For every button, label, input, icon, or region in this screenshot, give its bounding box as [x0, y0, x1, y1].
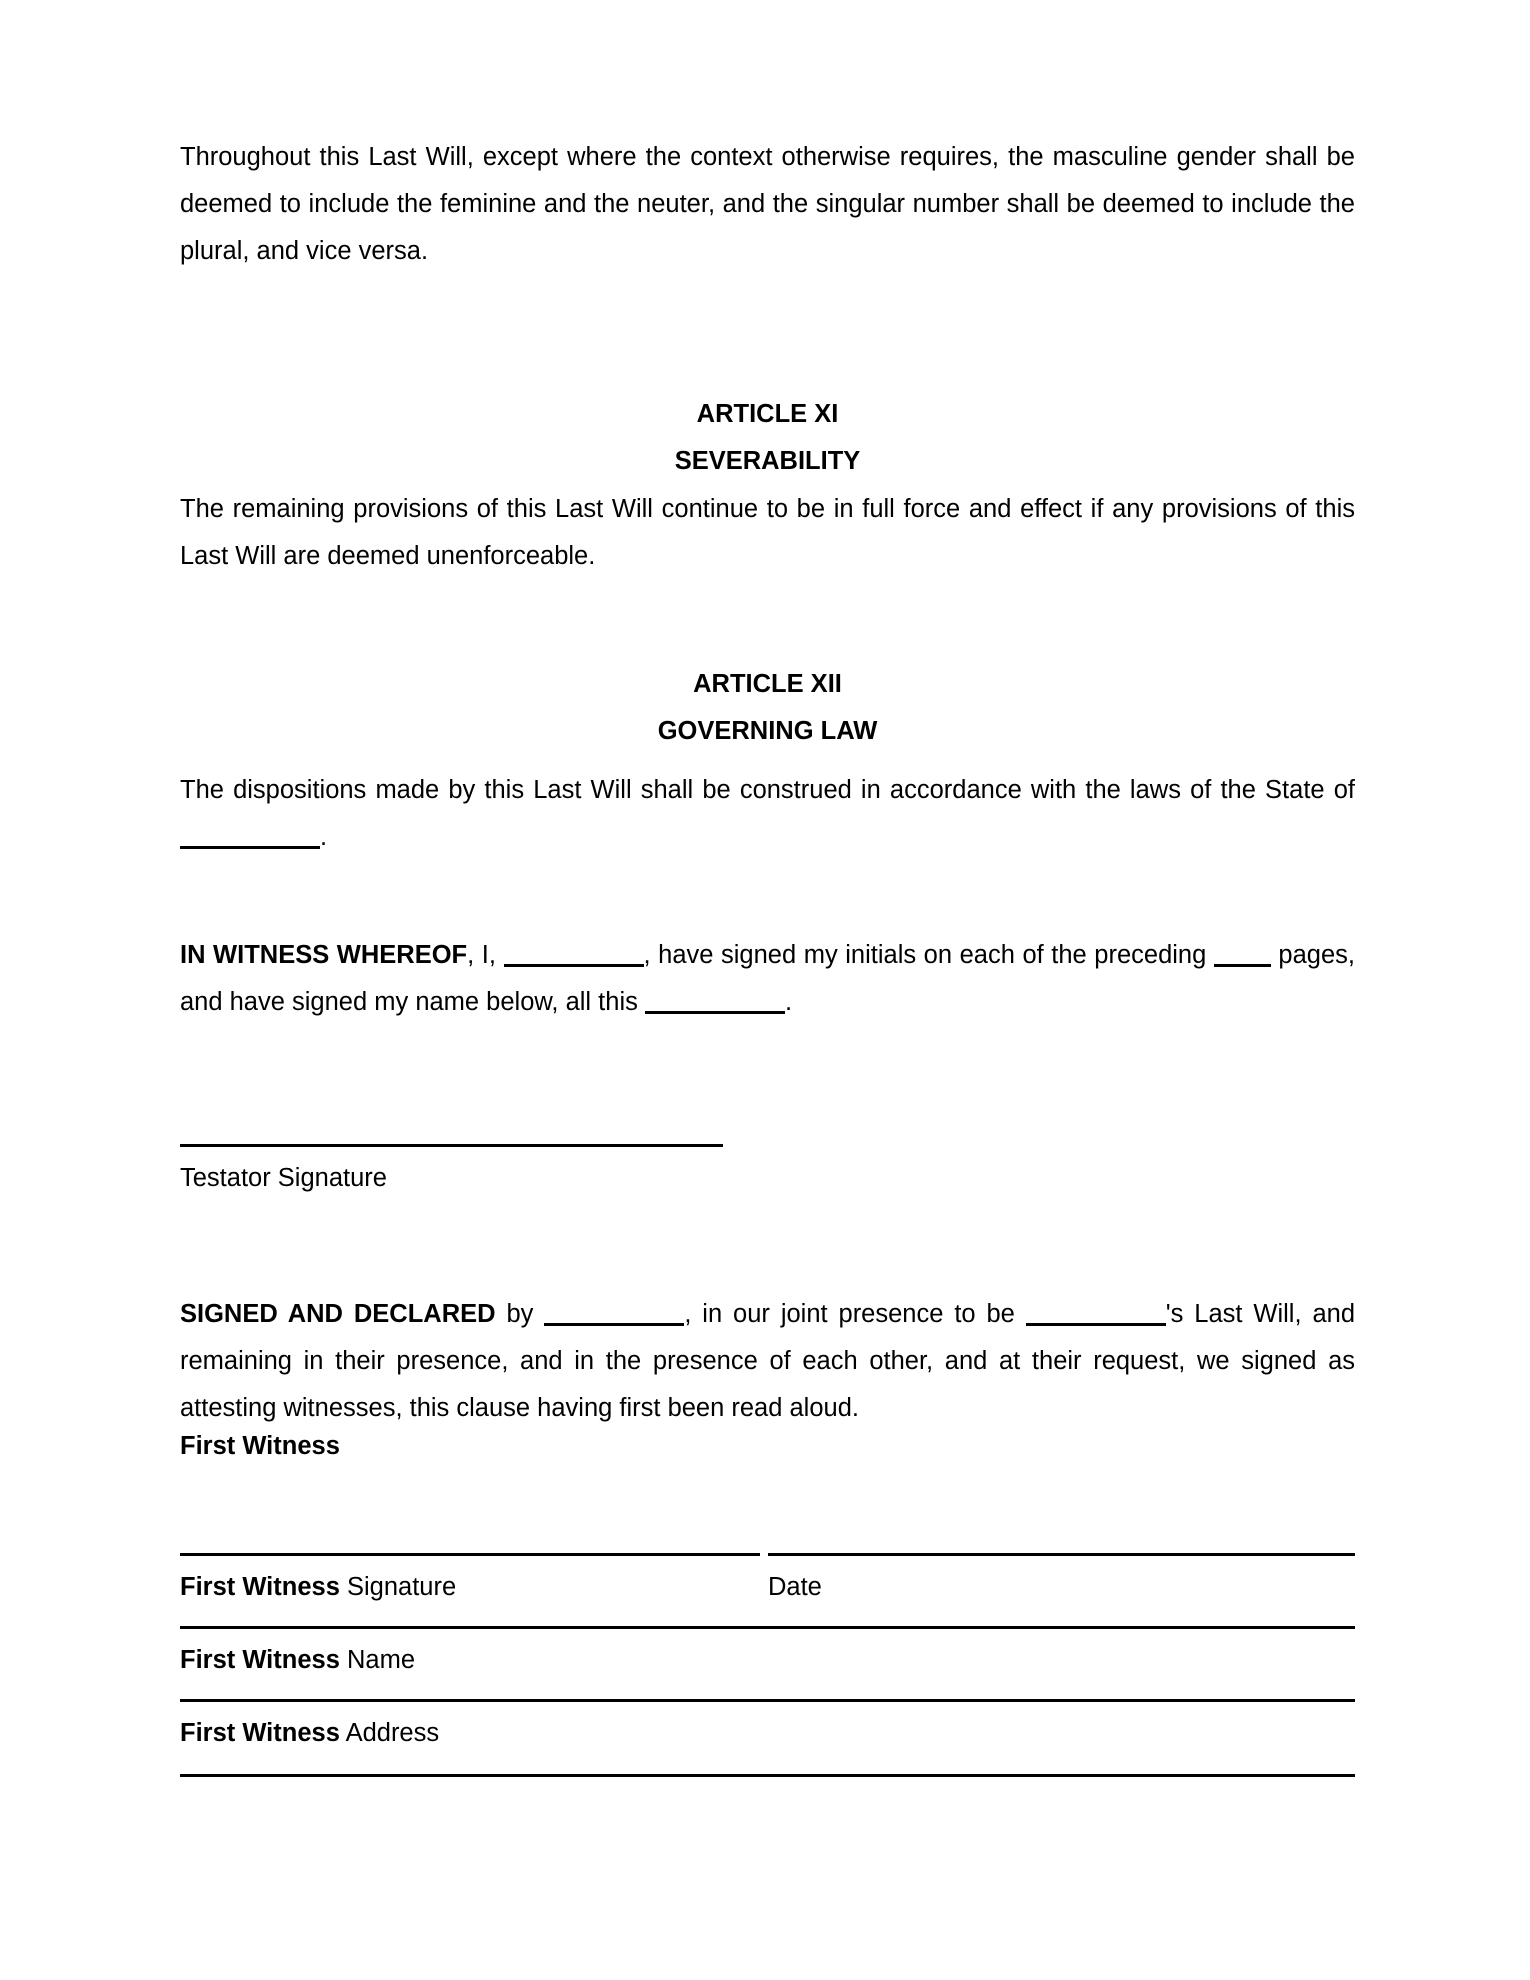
attestation-text-2: , in our joint presence to be: [684, 1300, 1026, 1328]
first-witness-signature-line: [180, 1553, 760, 1611]
first-witness-address-label-rest: Address: [339, 1719, 440, 1747]
pages-count-blank-line: [1214, 950, 1271, 967]
attestation-testator-name-blank-line: [544, 1309, 684, 1326]
article-xii-subtitle: GOVERNING LAW: [657, 717, 878, 745]
gender-clause-paragraph: Throughout this Last Will, except where the context otherwise requires, the masculine gender shall be deemed to include the feminine and the neuter, and the singular number shall be deemed to include the plural, and vice versa.: [180, 143, 1355, 265]
article-xi-heading: [180, 391, 1355, 485]
attestation-lead: SIGNED AND DECLARED: [180, 1300, 496, 1328]
first-witness-address-second-line: [180, 1774, 1355, 1777]
witness-whereof-lead: IN WITNESS WHEREOF: [180, 941, 468, 969]
article-xii-title: ARTICLE XII: [693, 670, 842, 698]
witness-whereof-text-2: , have signed my initials on each of the preceding: [643, 941, 1214, 969]
first-witness-address-line: [180, 1699, 1355, 1757]
witness-date-line: [768, 1553, 1355, 1611]
witness-whereof-text-1: , I,: [467, 941, 504, 969]
first-witness-name-label-bold: First Witness: [180, 1646, 340, 1674]
witness-whereof-paragraph: [180, 932, 1355, 1026]
witness-signature-date-row: [180, 1553, 1355, 1611]
article-xi-title: ARTICLE XI: [696, 400, 839, 428]
attestation-paragraph: [180, 1291, 1355, 1432]
first-witness-signature-label-bold: First Witness: [180, 1573, 340, 1601]
governing-law-period: .: [320, 823, 328, 851]
attestation-text-3: 's Last Will, and remaining in their presence, and in the presence of each other, and at their request, we signed as attesting witnesses, this clause having first been read aloud.: [180, 1300, 1355, 1422]
attestation-possessive-blank-line: [1026, 1309, 1166, 1326]
article-xii-heading: [180, 661, 1355, 755]
testator-signature-label: Testator Signature: [180, 1164, 387, 1192]
witness-whereof-text-3: pages, and have signed my name below, all this: [180, 941, 1355, 1016]
witness-date-label: Date: [768, 1573, 822, 1601]
attestation-text-1: by: [495, 1300, 545, 1328]
first-witness-address-label-bold: First Witness: [180, 1719, 340, 1747]
governing-law-text: The dispositions made by this Last Will shall be construed in accordance with the laws of the State of: [180, 776, 1355, 804]
first-witness-name-line: [180, 1626, 1355, 1684]
severability-paragraph: The remaining provisions of this Last Will continue to be in full force and effect if any provisions of this Last Will are deemed unenforceable.: [180, 495, 1355, 570]
first-witness-signature-label-rest: Signature: [339, 1573, 457, 1601]
first-witness-name-label-rest: Name: [339, 1646, 415, 1674]
state-blank-line: [180, 832, 320, 849]
article-xi-subtitle: SEVERABILITY: [674, 447, 861, 475]
witness-whereof-text-4: .: [784, 988, 793, 1016]
testator-name-blank-line: [504, 950, 644, 967]
testator-signature-line: [180, 1144, 723, 1202]
first-witness-heading: First Witness: [180, 1432, 340, 1460]
governing-law-paragraph: [180, 767, 1355, 861]
signing-date-blank-line: [645, 997, 785, 1014]
